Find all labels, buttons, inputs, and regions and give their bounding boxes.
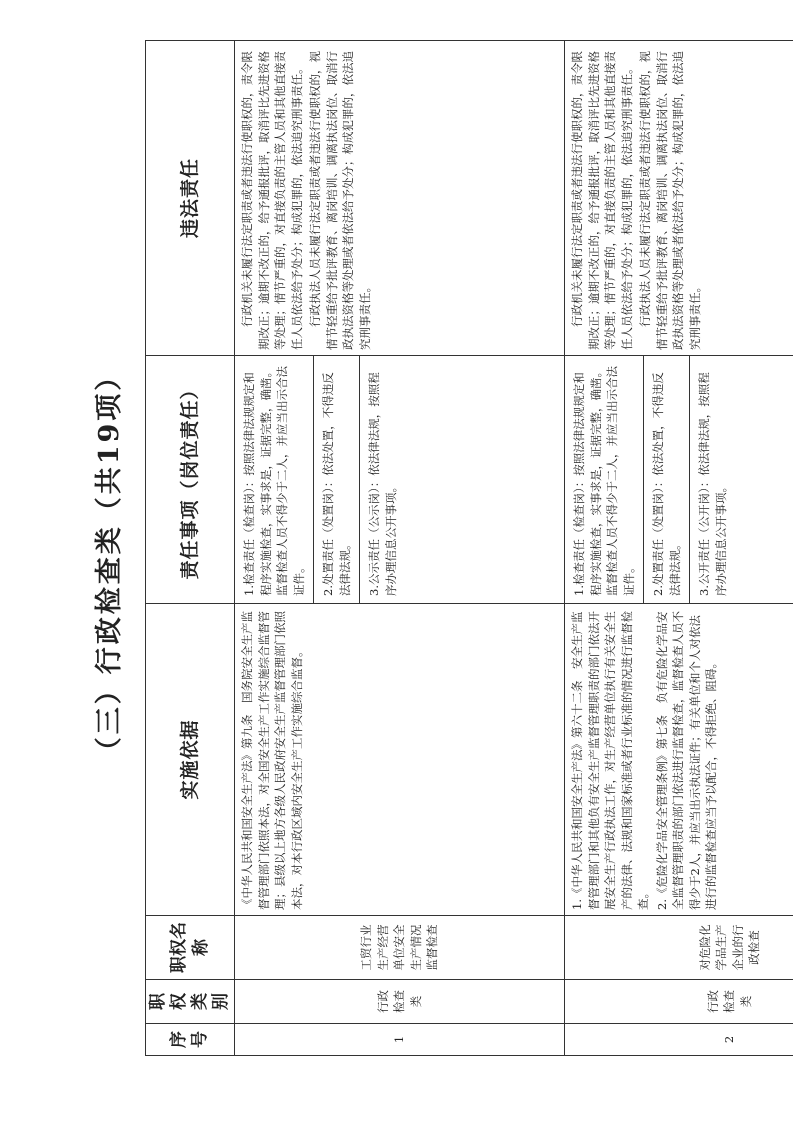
basis-text: 1.《中华人民共和国安全生产法》第六十二条 安全生产监督管理部门和其他负有安全生产监督管理职责的部门依法开展安全生产行政执法工作，对生产经营单位执行有关安全生产的法律、法规和国家标准或者行业标准的情况进行监督检查。 [570,611,650,910]
responsibility-item: 1.检查责任（检查岗）：按照法律法规规定和程序实施检查，实事求是，证据完整，确凿。监督检查人员不得少于二人，并应当出示合法证件。 [242,366,306,596]
basis-text: 《中华人民共和国安全生产法》第九条 国务院安全生产监督管理部门依照本法，对全国安全生产工作实施综合监督管理；县级以上地方各级人民政府安全生产监督管理部门依照本法，对本行政区域内安全生产工作实施综合监督。 [240,611,304,910]
liability-text: 行政机关未履行法定职责或者违法行使职权的，责令限期改正；逾期不改正的，给予通报批评，取消评比先进资格等处理；情节严重的，对直接负责的主管人员和其他直接责任人员依法给予处分；构成犯罪的，依法追究刑事责任。 [570,51,634,350]
row-name: 对危险化学品生产企业的行政检查 [565,916,793,980]
table-row [565,41,793,1056]
basis-text: 2.《危险化学品安全管理条例》第七条 负有危险化学品安全监督管理职责的部门依法进行监督检查，监督检查人员不得少于2人，并应当出示执法证件；有关单位和个人对依法进行的监督检查应当予以配合，不得拒绝、阻碍。 [654,611,718,910]
header-liability: 违法责任 [146,41,235,356]
row-seq: 2 [565,1024,793,1056]
row-category: 行政检查类 [565,980,793,1024]
responsibility-item: 3.公示责任（公示岗）：依法律法规，按照程序办理信息公开事项。 [367,372,398,596]
row-liability [565,41,793,356]
row-basis [565,604,793,916]
row-seq: 1 [235,1024,565,1056]
header-responsibility: 责任事项（岗位责任） [146,356,235,604]
table-row [235,41,565,1056]
header-category: 职权类别 [146,980,235,1024]
header-seq: 序号 [146,1024,235,1056]
responsibility-item: 3.公开责任（公开岗）：依法律法规，按照程序办理信息公开事项。 [697,372,728,596]
row-liability [235,41,565,356]
responsibility-item: 1.检查责任（检查岗）：按照法律法规规定和程序实施检查，实事求是，证据完整，确凿。监督检查人员不得少于二人，并应当出示合法证件。 [572,366,636,596]
liability-text: 行政执法人员未履行法定职责或者违法行使职权的，视情节轻重给予批评教育、离岗培训、调离执法岗位、取消行政执法资格等处理或者依法给予处分；构成犯罪的，依法追究刑事责任。 [308,51,372,350]
row-responsibilities [565,356,793,604]
responsibility-item: 2.处置责任（处置岗）：依法处置，不得违反法律法规。 [651,372,682,596]
header-basis: 实施依据 [146,604,235,916]
row-name: 工贸行业生产经营单位安全生产情况监督检查 [235,916,565,980]
liability-text: 行政机关未履行法定职责或者违法行使职权的，责令限期改正；逾期不改正的，给予通报批评，取消评比先进资格等处理；情节严重的，对直接负责的主管人员和其他直接责任人员依法给予处分；构成犯罪的，依法追究刑事责任。 [240,51,304,350]
header-name: 职权名称 [146,916,235,980]
inspection-table [145,40,793,1056]
row-responsibilities [235,356,565,604]
page-title: （三）行政检查类（共19项） [94,360,125,765]
liability-text: 行政执法人员未履行法定职责或者违法行使职权的，视情节轻重给予批评教育、离岗培训、调离执法岗位、取消行政执法资格等处理或者依法给予处分；构成犯罪的，依法追究刑事责任。 [638,51,702,350]
responsibility-item: 2.处置责任（处置岗）：依法处置，不得违反法律法规。 [321,372,352,596]
header-row [146,41,235,1056]
row-basis [235,604,565,916]
row-category: 行政检查类 [235,980,565,1024]
